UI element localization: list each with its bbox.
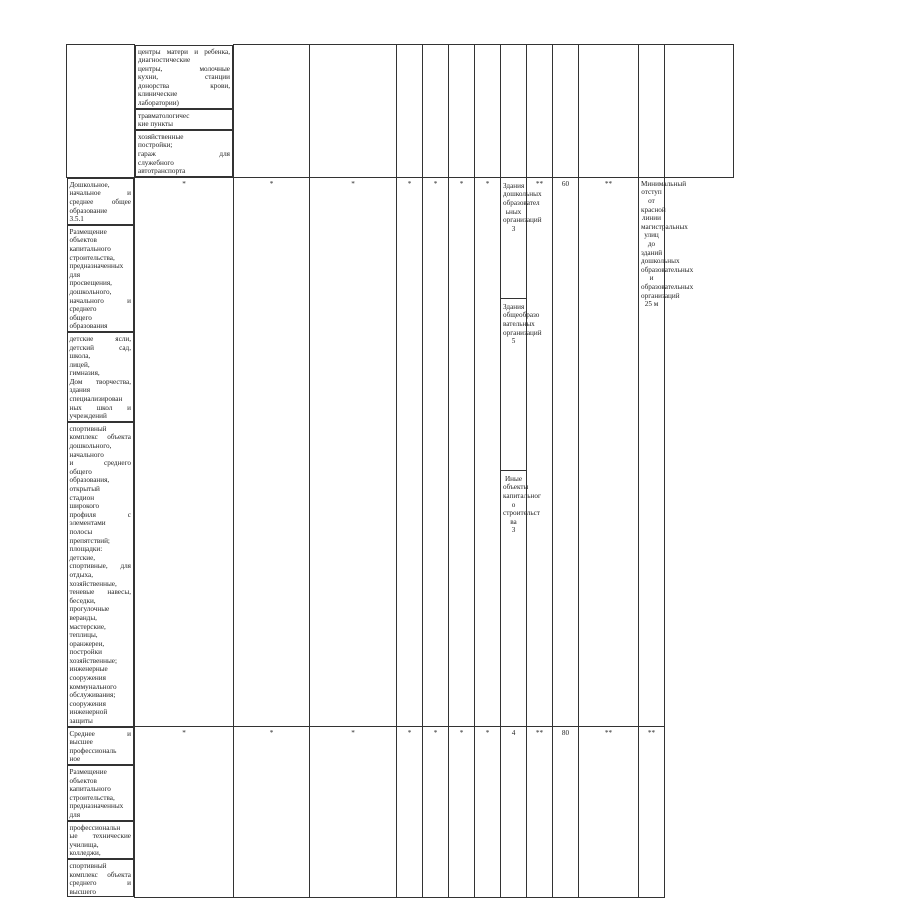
- cell-line: спортивные, для: [69, 562, 131, 571]
- cell-line: начального и среднего: [69, 296, 131, 314]
- cell-line: диагностические: [138, 56, 191, 65]
- cell-line: 3.5.1: [69, 215, 84, 224]
- cell-line: высшее: [69, 738, 93, 747]
- cell-line: широкого: [69, 502, 100, 511]
- cell-line: защиты: [69, 717, 93, 726]
- cell-line: Дошкольное,: [69, 180, 110, 189]
- cell-line: образование: [69, 206, 108, 215]
- cell-line: начального: [69, 450, 104, 459]
- cell-line: центры матери и ребенка,: [138, 47, 230, 56]
- param-cell: *: [423, 177, 449, 726]
- param-cell: [310, 45, 397, 178]
- cell-line: ное: [69, 755, 81, 764]
- param-cell: *: [234, 727, 310, 898]
- coverage-cell: 80: [553, 727, 579, 898]
- cell-line: общего образования: [69, 313, 108, 331]
- cell-line: детские ясли,: [69, 334, 131, 343]
- cell-line: просвещения,: [69, 279, 112, 288]
- cell-line: капитального: [69, 785, 111, 794]
- floors-zone-preschool: Здания дошкольных образовател ьных организаций 3: [503, 181, 542, 233]
- land-use-regulation-table: [66, 44, 893, 898]
- cell-line: комплекс объекта: [69, 433, 131, 442]
- cell-line: училища,: [69, 840, 99, 849]
- floors-cell: [501, 177, 542, 726]
- notes-cell: Минимальный отступ от красной линии магистральных улиц до зданий дошкольных образовательных и образовательных организаций 25 м: [639, 177, 665, 726]
- cell-line: школа,: [69, 352, 91, 361]
- param-cell: *: [310, 727, 397, 898]
- cell-line: центры, молочные: [138, 64, 230, 73]
- cell-line: среднее общее: [69, 198, 131, 206]
- cell-line: гимназия,: [69, 369, 100, 378]
- param-cell: [553, 45, 579, 178]
- cell-line: лицей,: [69, 360, 90, 369]
- cell-line: среднего и: [69, 879, 131, 888]
- cell-line: теневые навесы,: [69, 588, 131, 597]
- param-cell: **: [579, 177, 639, 726]
- cell-line: клинические: [138, 90, 178, 99]
- cell-line: спортивный: [69, 861, 107, 870]
- cell-line: мастерские,: [69, 622, 106, 631]
- cell-line: открытый: [69, 485, 100, 493]
- param-cell: **: [527, 727, 553, 898]
- param-cell: [501, 45, 527, 178]
- cell-line: обслуживания;: [69, 691, 116, 700]
- cell-line: оранжереи,: [69, 639, 105, 648]
- param-cell: *: [449, 177, 475, 726]
- cell-line: Дом творчества,: [69, 377, 131, 386]
- cell-line: Размещение объектов: [69, 768, 107, 785]
- param-cell: [639, 45, 665, 178]
- param-cell: *: [234, 177, 310, 726]
- main-use-cell: [135, 109, 233, 130]
- cell-line: строительства,: [69, 793, 115, 802]
- table-row: [67, 727, 893, 898]
- cell-line: ных школ и: [69, 403, 131, 412]
- param-cell: *: [310, 177, 397, 726]
- notes-cell: [665, 45, 734, 178]
- use-description-cell: [135, 45, 233, 109]
- use-description-cell: [67, 225, 135, 332]
- param-cell: *: [397, 177, 423, 726]
- param-cell: [449, 45, 475, 178]
- cell-line: автотранспорта: [138, 167, 186, 176]
- cell-line: донорства крови,: [138, 81, 230, 90]
- cell-line: специализирован: [69, 395, 123, 404]
- coverage-cell: [579, 45, 639, 178]
- cell-line: лаборатории): [138, 99, 179, 108]
- cell-line: беседки,: [69, 596, 96, 605]
- cell-line: колледжи,: [69, 849, 101, 858]
- main-use-cell: [67, 332, 135, 422]
- cell-line: предназначенных для: [69, 802, 124, 819]
- cell-line: служебного: [138, 158, 174, 167]
- cell-line: постройки;: [138, 141, 173, 150]
- auxiliary-use-cell: [67, 859, 135, 897]
- cell-line: веранды,: [69, 613, 97, 622]
- cell-line: коммунального: [69, 682, 117, 691]
- cell-line: хозяйственные: [138, 132, 184, 141]
- table-row: [67, 45, 893, 178]
- cell-line: инженерные: [69, 665, 108, 674]
- auxiliary-use-cell: [135, 130, 233, 177]
- cell-line: хозяйственные,: [69, 579, 117, 588]
- cell-line: детские,: [69, 553, 96, 562]
- cell-line: кие пункты: [138, 120, 173, 129]
- param-cell: [397, 45, 423, 178]
- cell-line: учреждений: [69, 412, 107, 421]
- param-cell: [475, 45, 501, 178]
- cell-line: дошкольного,: [69, 287, 112, 296]
- cell-line: постройки: [69, 648, 102, 657]
- cell-line: дошкольного,: [69, 442, 112, 451]
- floors-cell: [527, 45, 553, 178]
- param-cell: *: [449, 727, 475, 898]
- notes-cell: **: [639, 727, 665, 898]
- cell-line: образования,: [69, 476, 110, 485]
- cell-line: спортивный: [69, 424, 107, 433]
- cell-line: препятствий;: [69, 536, 110, 545]
- param-cell: *: [475, 177, 501, 726]
- cell-line: предназначенных для: [69, 262, 124, 279]
- use-type-cell: [67, 178, 135, 225]
- table-row: [67, 177, 893, 726]
- use-type-cell: [67, 727, 135, 765]
- cell-line: Среднее и: [69, 729, 131, 738]
- param-cell: **: [527, 177, 553, 726]
- cell-line: площадки:: [69, 545, 103, 554]
- cell-line: ые технические: [69, 832, 131, 841]
- cell-line: прогулочные: [69, 605, 110, 614]
- cell-line: элементами: [69, 519, 106, 528]
- cell-line: высшего: [69, 887, 97, 896]
- use-description-cell: [67, 765, 135, 821]
- cell-line: гараж для: [138, 150, 230, 159]
- param-cell: *: [475, 727, 501, 898]
- cell-line: инженерной: [69, 708, 108, 717]
- floors-zone-other: Иные объекты капитальног о строительст ва 3: [501, 470, 526, 549]
- cell-line: комплекс объекта: [69, 870, 131, 879]
- cell-line: Размещение объектов: [69, 227, 107, 245]
- param-cell: **: [579, 727, 639, 898]
- cell-line: профессиональ: [69, 746, 117, 755]
- cell-line: хозяйственные;: [69, 656, 117, 665]
- cell-line: отдыха,: [69, 570, 94, 579]
- cell-line: начальное и: [69, 189, 131, 198]
- cell-line: полосы: [69, 527, 93, 536]
- param-cell: *: [135, 177, 234, 726]
- cell-line: строительства,: [69, 253, 115, 262]
- cell-line: теплицы,: [69, 631, 98, 640]
- cell-line: общего: [69, 467, 92, 476]
- param-cell: *: [397, 727, 423, 898]
- regulation-table-page: [66, 44, 848, 896]
- param-cell: [423, 45, 449, 178]
- cell-line: капитального: [69, 244, 111, 253]
- cell-line: детский сад,: [69, 343, 131, 352]
- auxiliary-use-cell: [67, 422, 135, 727]
- use-type-cell: [67, 45, 135, 178]
- main-use-cell: [67, 821, 135, 859]
- param-cell: [234, 45, 310, 178]
- floors-zone-general: Здания общеобразо вательных организаций 5: [501, 298, 526, 470]
- cell-line: профиля с: [69, 510, 131, 519]
- cell-line: сооружения: [69, 699, 106, 708]
- cell-line: и среднего: [69, 459, 131, 468]
- cell-line: сооружения: [69, 674, 106, 683]
- cell-line: травматологичес: [138, 111, 190, 120]
- param-cell: *: [423, 727, 449, 898]
- param-cell: *: [135, 727, 234, 898]
- coverage-cell: 60: [553, 177, 579, 726]
- cell-line: стадион: [69, 493, 95, 502]
- floors-cell: 4: [501, 727, 527, 898]
- cell-line: профессиональн: [69, 823, 121, 832]
- cell-line: здания: [69, 386, 91, 395]
- cell-line: кухни, станции: [138, 73, 230, 82]
